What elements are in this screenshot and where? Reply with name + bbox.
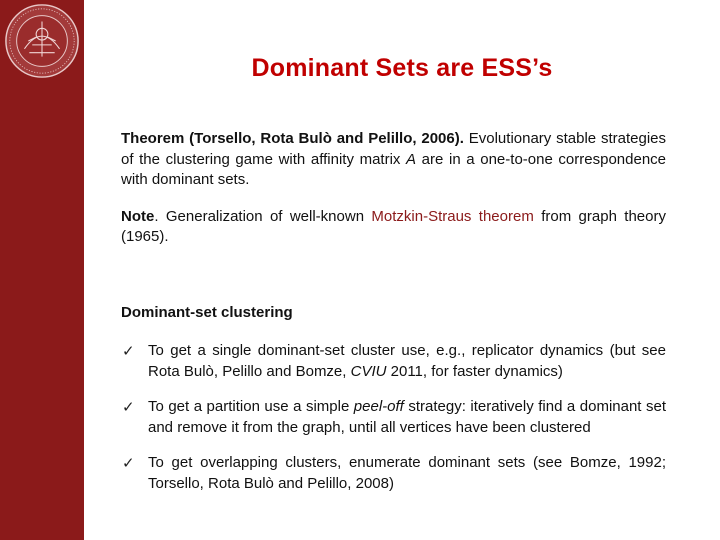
bullet-item: [121, 341, 666, 382]
theorem-paragraph: [121, 129, 666, 191]
university-seal-logo: [3, 2, 81, 80]
theorem-text-after: are in a one-to-one correspondence with dominant sets.: [121, 150, 666, 188]
bullet-item: [121, 397, 666, 438]
note-label: Note: [121, 207, 155, 225]
note-paragraph: [121, 207, 666, 248]
sidebar-bar: [0, 0, 84, 540]
check-mark-icon: ✓: [122, 342, 135, 360]
bullet-emph: peel-off: [353, 398, 404, 415]
bullet-text-before: To get a partition use a simple: [148, 398, 354, 415]
bullet-text-before: To get a single dominant-set cluster use, e.g., replicator dynamics (but see Rota Bulò, Pelillo and Bomze,: [148, 342, 666, 380]
bullet-text-after: 2011, for faster dynamics): [386, 362, 563, 380]
bullet-text-after: strategy: iteratively find a dominant set and remove it from the graph, until all vertices have been clustered: [148, 398, 666, 436]
check-mark-icon: ✓: [122, 398, 135, 416]
note-text-before: . Generalization of well-known: [154, 207, 372, 225]
bullet-item: [121, 453, 666, 494]
theorem-label: Theorem (Torsello, Rota Bulò and Pelillo, 2006).: [121, 130, 464, 147]
bullet-text-before: To get overlapping clusters, enumerate dominant sets (see Bomze, 1992; Torsello, Rota Bulò and Pelillo, 2008): [148, 454, 666, 492]
bullet-emph: CVIU: [350, 362, 387, 380]
matrix-symbol: A: [406, 150, 417, 168]
section-heading: Dominant-set clustering: [121, 303, 293, 321]
note-text-after: from graph theory (1965).: [121, 207, 666, 245]
slide-title: Dominant Sets are ESS’s: [251, 54, 553, 82]
slide-body: [121, 129, 666, 509]
theorem-text-before: Evolutionary stable strategies of the clustering game with affinity matrix: [121, 130, 667, 168]
motzkin-straus-highlight: Motzkin-Straus theorem: [371, 207, 534, 225]
check-mark-icon: ✓: [122, 454, 135, 472]
